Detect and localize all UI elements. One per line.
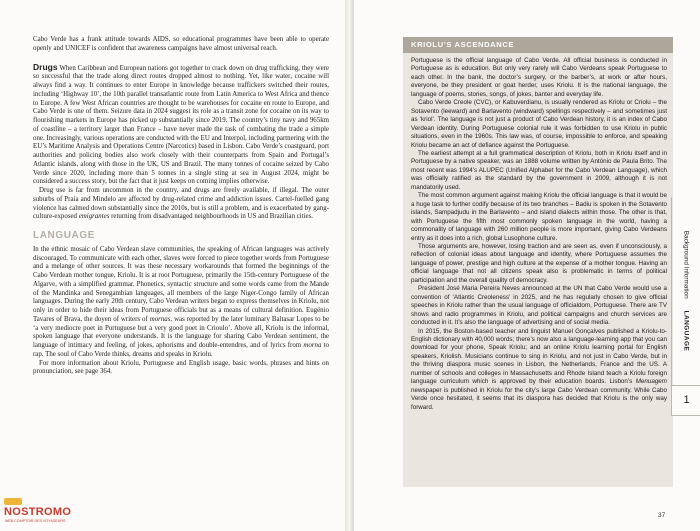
- box-body-text: [411, 57, 667, 412]
- box-paragraph: Cabo Verde Creole (CVC), or Kabuverdianu, is usually rendered as Kriolu or Criolu – the Sotavento (leeward) and Barlavento (windward) spellings respectively – and sometimes just as ‘kriol’. The language is not just a product of Cabo Verdean history, it is an index of Cabo Verdean identity. During Portuguese colonial rule it was forbidden to use Kriolu in public situations, even in the 1960s. This law was, of course, impossible to enforce, and speaking Kriolu became an act of defiance against the Portuguese.: [411, 99, 667, 149]
- box-paragraph: President José Maria Pereira Neves announced at the UN that Cabo Verde would use a convention of ‘Atlantic Creoleness’ in 2025, and he has regularly chosen to give official speeches in Kriolu rather than the usual language of officialdom, Portuguese. There are TV shows and radio programmes in Kriolu, and political campaigns and church services are conducted in it. It’s also the language of advertising and of social media.: [411, 285, 667, 327]
- logo-subtitle: WEB COMPTOIR DES VOYAGEURS: [5, 519, 66, 523]
- logo-name: NOSTROMO: [4, 506, 72, 518]
- drug-use-paragraph: Drug use is far from uncommon in the country, and drugs are freely available, if illegal. The outer suburbs of Praia and Mindelo are affected by drug-related crime and addiction issues. Cartel-fuelled gang violence has calmed down substantially since the 2010s, but is still a problem, and is exacerbated by gang-culture-exposed emigrantes returning from disadvantaged neighbourhoods in US and Brazilian cities.: [33, 187, 329, 221]
- aids-paragraph: Cabo Verde has a frank attitude towards AIDS, so educational programmes have been able to operate openly and UNICEF is confident that awareness campaigns have almost universal reach.: [33, 36, 329, 52]
- tab-section-name: LANGUAGE: [682, 310, 690, 352]
- language-heading: LANGUAGE: [33, 230, 96, 241]
- right-page: [354, 0, 700, 531]
- more-info-paragraph: For more information about Kriolu, Portuguese and English usage, basic words, phrases and hints on pronunciation, see page 364.: [33, 359, 329, 376]
- chapter-thumb-tab: [671, 197, 700, 414]
- box-title: KRIOLU’S ASCENDANCE: [411, 40, 515, 49]
- box-heading-bar: [403, 37, 673, 53]
- box-paragraph: Those arguments are, however, losing traction and are seen as, even if unconsciously, a reflection of colonial ideas about language and identity, where Portuguese assumes the language of power, prestige and high culture at the expense of a mother tongue. Having an official language that not all citizens speak also is problematic in terms of political participation and the overall quality of democracy.: [411, 242, 667, 284]
- box-paragraph: The most common argument against making Kriolu the official language is that it would be a huge task to further codify because of its two branches – Badiu is spoken in the Sotavento islands, Sampadjudu in the Barlavento – and island dialects within those. The other is that, with Portuguese the fifth most commonly spoken language in the world, having a commonality of language with 260 million people is more important, giving Cabo Verdeans entry as it does into a rich, global Lusophone culture.: [411, 192, 667, 242]
- tab-label-area: [671, 197, 700, 385]
- page-number: 37: [658, 512, 666, 519]
- tab-chapter-name: Background Information: [682, 230, 690, 299]
- language-paragraph: In the ethnic mosaic of Cabo Verdean slave communities, the speaking of African languages was actively discouraged. To communicate with each other, slaves were forced to piece together words from Portuguese and a melange of other sources. It was these necessary workarounds that formed the beginnings of the Cabo Verdean mother tongue, Kriolu. It is at root Portuguese, primarily the 15th-century Portuguese of the Algarve, with a simplified grammar. Phonetics, syntactic structure and some words came from the Mande of the Mandinka and Senegambian languages, all members of the large Niger-Congo family of African languages. During the early 20th century, Cabo Verdean writers began to express themselves in Kriolu, not only in order to hide their ideas from Portuguese officials but as a means of cultural definition. Eugénio Tavares of Brava, the doyen of writers of mornas, was reported by the later luminary Baltasar Lopes to be ‘a very mediocre poet in Portuguese but a very good poet in Crioulo’. Above all, Kriolu is the informal, spoken language that everyone understands. It is the language for sharing Cabo Verdean sentiment, the language of intimacy and feeling, of jokes, aphorisms and double-entendres, and of lyrics from morna to rap. The soul of Cabo Verde thinks, dreams and speaks in Kriolu.: [33, 245, 329, 358]
- drugs-heading: Drugs: [33, 61, 58, 72]
- logo-badge-icon: [4, 498, 22, 505]
- box-paragraph: Portuguese is the official language of Cabo Verde. All official business is conducted in Portuguese as is education. But only very rarely will Cabo Verdeans speak Portuguese to each other. In the bank, the doctor’s surgery, or the barber’s, at work or after hours, everyone, be they president or goat herder, uses Kriolu. It is the national language, the language of poems, stories, songs, of jokes, banter and everyday life.: [411, 57, 667, 98]
- tab-label: [683, 231, 690, 351]
- nostromo-logo: [0, 496, 72, 531]
- tab-chapter-number: 1: [671, 385, 700, 416]
- book-gutter: [345, 0, 354, 531]
- box-paragraph: The earliest attempt at a full grammatical description of Kriolu, both in Kriolu itself and in Portuguese by a native speaker, was an 1888 volume written by António de Paula Brito. The most recent was 1994’s ALUPEC (Unified Alphabet for the Cabo Verdean Language), which was officially ratified as the standard by the government in 2009, although it is not mandatorily used.: [411, 149, 667, 191]
- left-body-text: [33, 36, 329, 377]
- box-paragraph: In 2015, the Boston-based teacher and linguist Manuel Gonçalves published a Kriolu-to-English dictionary with 40,000 words; there’s now also a language-learning app that you can download for your phone, Speak Kriolu; and an online Kriolu learning portal for English speakers, Kriolish. Musicians continue to sing in Kriolu, and not just in Cabo Verde, but in the thriving diaspora music scenes in Lisbon, the Netherlands, France and the US. A number of schools and colleges in Massachusetts and Rhode Island teach a Kriolu foreign language curriculum which is approved by their education boards. Lisbon’s Menuagem newspaper is published in Kriolu for the city’s large Cabo Verdean community. While Cabo Verde once hesitated, it seems that its diaspora has decided that Kriolu is the only way forward.: [411, 327, 667, 411]
- left-page: [0, 0, 345, 531]
- drugs-paragraph: Drugs When Caribbean and European nations got together to crack down on drug trafficking, they were so successful that the trade along direct routes dropped almost to nothing. Yet, like water, cocaine will always find a way. It continues to enter Europe in knowledge because traffickers switched their routes, including ‘Highway 10’, the 10th parallel transatlantic route from Latin America to West Africa and thence to Europe. A few West African countries are thought to be warehouses for cocaine en route to Europe, and Cabo Verde is one of them. Seizure data in 2024 suggest its role as a transit zone for cocaine on its way to flourishing markets in Europe has picked up substantially since 2019. The country’s tiny navy and 965km of coastline – a territory larger than France – have never made the task of combating the trade a simple one. Increasingly, various operations are conducted with the EU and Interpol, including partnering with the EU’s Maritime Analysis and Operations Centre (Narcotics) based in Lisbon. Cabo Verde’s coastguard, port authorities and policing bodies also work closely with their counterparts from Spain and Portugal’s Atlantic islands, along with those in the UK, US and Brazil. The many tonnes of cocaine seized by Cabo Verde since 2020, including more than 5 tonnes in a single sting at sea in August 2024, might be considered a success story, but the fact that it just keeps on coming implies otherwise.: [33, 61, 329, 186]
- kriolu-sidebar-box: [403, 37, 673, 487]
